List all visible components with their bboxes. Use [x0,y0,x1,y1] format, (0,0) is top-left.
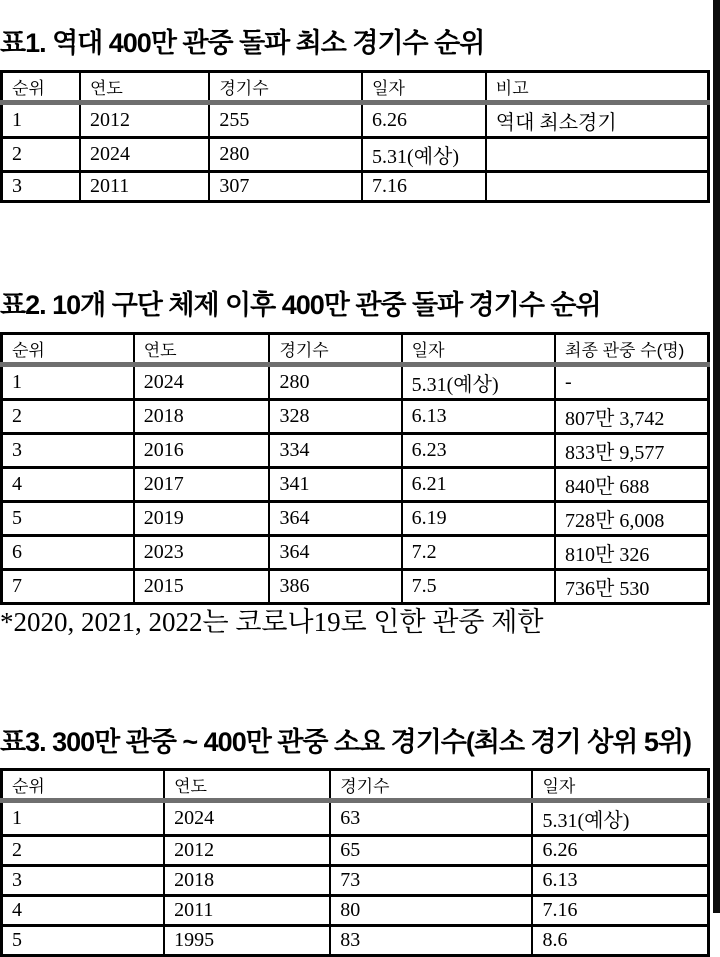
cell-date: 7.5 [402,569,555,603]
cell-year: 2011 [164,896,330,926]
cell-date: 6.13 [402,399,555,433]
cell-rank: 3 [2,433,134,467]
cell-date: 5.31(예상) [532,801,708,836]
cell-year: 1995 [164,926,330,956]
cell-rank: 5 [2,926,165,956]
cell-date: 7.16 [362,171,486,201]
cell-year: 2018 [134,399,270,433]
cell-date: 5.31(예상) [402,364,555,399]
table1-header-games: 경기수 [209,71,362,102]
cell-rank: 7 [2,569,134,603]
table3-header-date: 일자 [532,770,708,801]
cell-games: 364 [269,535,401,569]
cell-rank: 2 [2,836,165,866]
cell-year: 2018 [164,866,330,896]
table-row [2,433,709,467]
table-row-highlight-2024 [2,801,709,836]
table3-header-row [2,770,709,801]
cell-rank: 1 [2,102,80,137]
cell-attendance: - [555,364,708,399]
cell-rank: 1 [2,801,165,836]
table1-header-rank: 순위 [2,71,80,102]
cell-date: 7.16 [532,896,708,926]
cell-date: 6.26 [362,102,486,137]
cell-games: 65 [330,836,532,866]
cell-games: 307 [209,171,362,201]
table-row-highlight-2024 [2,364,709,399]
cell-year: 2012 [164,836,330,866]
table-row [2,501,709,535]
table1-title: 표1. 역대 400만 관중 돌파 최소 경기수 순위 [0,28,485,58]
cell-date: 8.6 [532,926,708,956]
table-row-highlight-2024 [2,137,709,171]
cell-year: 2024 [164,801,330,836]
cell-date: 6.13 [532,866,708,896]
cell-date: 7.2 [402,535,555,569]
cell-attendance: 728만 6,008 [555,501,708,535]
cell-games: 255 [209,102,362,137]
cell-attendance: 833만 9,577 [555,433,708,467]
table-row [2,866,709,896]
cell-rank: 3 [2,866,165,896]
cell-rank: 2 [2,137,80,171]
table-row [2,836,709,866]
right-crop-bar [713,0,720,913]
cell-date: 5.31(예상) [362,137,486,171]
cell-note [486,171,709,201]
table3-3m-to-4m-games [0,768,710,957]
table-row [2,926,709,956]
table3-title: 표3. 300만 관중 ~ 400만 관중 소요 경기수(최소 경기 상위 5위) [0,726,691,757]
cell-attendance: 840만 688 [555,467,708,501]
table1-header-row [2,71,709,102]
cell-date: 6.19 [402,501,555,535]
cell-attendance: 810만 326 [555,535,708,569]
cell-games: 280 [269,364,401,399]
table2-header-year: 연도 [134,333,270,364]
table1-min-games-alltime [0,70,710,203]
cell-date: 6.26 [532,836,708,866]
cell-rank: 6 [2,535,134,569]
cell-year: 2019 [134,501,270,535]
table1-header-date: 일자 [362,71,486,102]
table2-header-rank: 순위 [2,333,134,364]
table3-header-games: 경기수 [330,770,532,801]
cell-rank: 2 [2,399,134,433]
cell-games: 63 [330,801,532,836]
cell-games: 341 [269,467,401,501]
table-row [2,399,709,433]
table2-ten-team-era [0,332,710,605]
table-row [2,535,709,569]
cell-rank: 4 [2,467,134,501]
cell-games: 386 [269,569,401,603]
cell-games: 328 [269,399,401,433]
cell-year: 2024 [134,364,270,399]
table-row [2,467,709,501]
table2-header-attendance: 최종 관중 수(명) [555,333,708,364]
table1-header-year: 연도 [80,71,209,102]
cell-date: 6.21 [402,467,555,501]
cell-attendance: 807만 3,742 [555,399,708,433]
cell-games: 364 [269,501,401,535]
table2-title: 표2. 10개 구단 체제 이후 400만 관중 돌파 경기수 순위 [0,289,601,320]
cell-games: 73 [330,866,532,896]
cell-year: 2016 [134,433,270,467]
cell-note: 역대 최소경기 [486,102,709,137]
cell-year: 2017 [134,467,270,501]
cell-rank: 3 [2,171,80,201]
table-row [2,896,709,926]
cell-year: 2023 [134,535,270,569]
table-row [2,171,709,201]
cell-games: 280 [209,137,362,171]
cell-year: 2024 [80,137,209,171]
table2-header-games: 경기수 [269,333,401,364]
cell-note [486,137,709,171]
cell-rank: 5 [2,501,134,535]
cell-date: 6.23 [402,433,555,467]
table1-header-note: 비고 [486,71,709,102]
cell-rank: 4 [2,896,165,926]
cell-year: 2015 [134,569,270,603]
cell-year: 2011 [80,171,209,201]
cell-games: 334 [269,433,401,467]
cell-games: 80 [330,896,532,926]
cell-year: 2012 [80,102,209,137]
table3-header-year: 연도 [164,770,330,801]
table2-header-row [2,333,709,364]
table-row [2,569,709,603]
table2-header-date: 일자 [402,333,555,364]
cell-games: 83 [330,926,532,956]
table-row [2,102,709,137]
cell-rank: 1 [2,364,134,399]
cell-attendance: 736만 530 [555,569,708,603]
table3-header-rank: 순위 [2,770,165,801]
covid-attendance-footnote: *2020, 2021, 2022는 코로나19로 인한 관중 제한 [0,606,544,637]
